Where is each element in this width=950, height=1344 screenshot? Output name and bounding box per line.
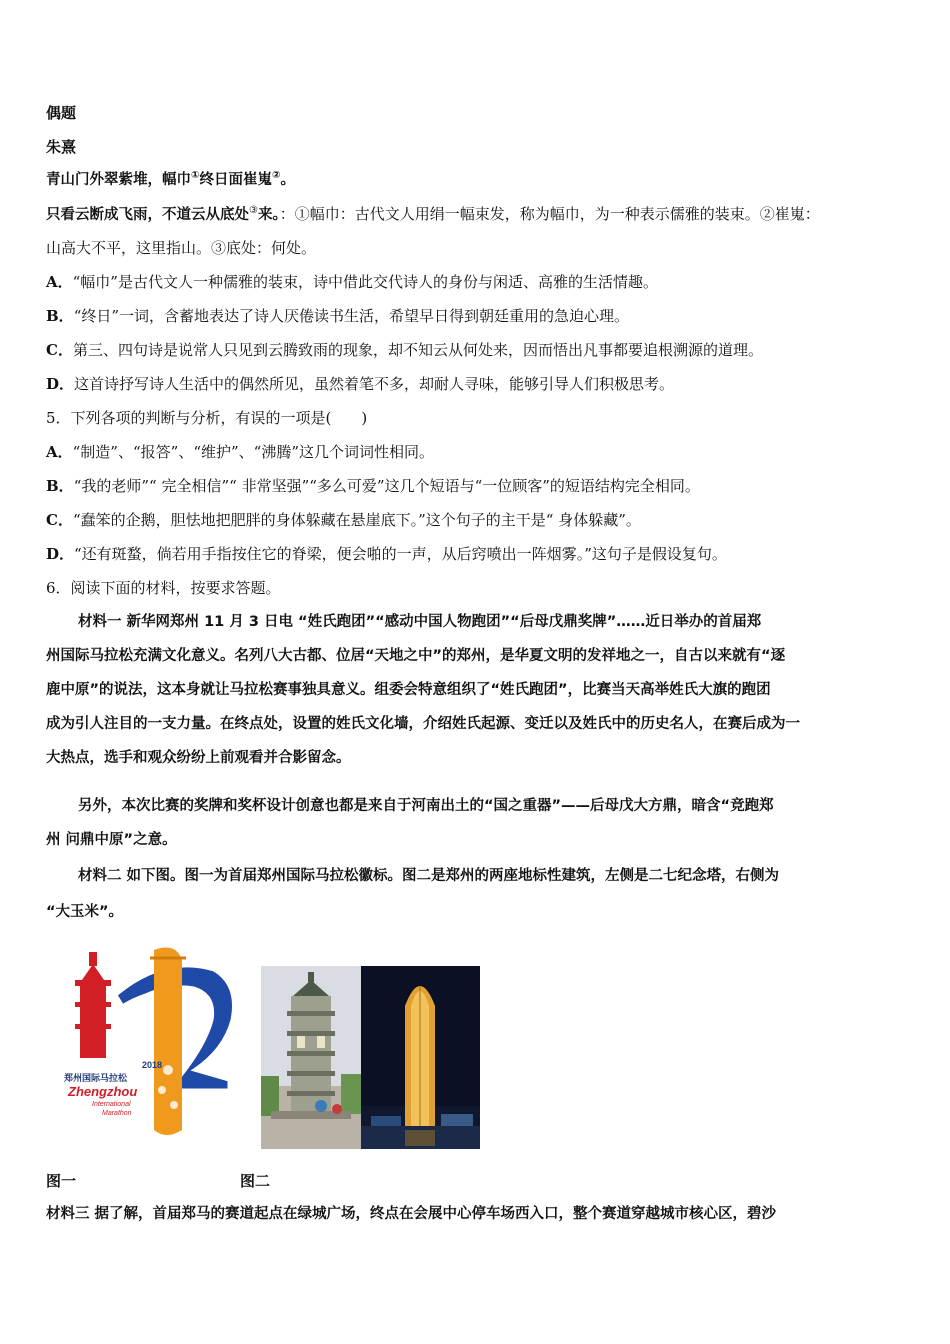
material-1b-line: 州 问鼎中原”之意。 — [46, 832, 177, 848]
q5-stem: 5．下列各项的判断与分析，有误的一项是( ) — [46, 409, 368, 427]
q5-option-a: A．“制造”、“报答”、“维护”、“沸腾”这几个词词性相同。 — [46, 443, 434, 461]
logo-english-line3: Marathon — [102, 1110, 132, 1117]
poem-title: 偶题 — [46, 104, 77, 122]
figure-2-caption: 图二 — [240, 1172, 271, 1190]
big-corn-tower-graphic — [361, 966, 480, 1149]
footnote-mark-1: ① — [191, 170, 200, 182]
erqi-tower-graphic — [261, 966, 361, 1149]
poem-notes: ：①幅巾：古代文人用绢一幅束发，称为幅巾，为一种表示儒雅的装束。②崔嵬： — [279, 205, 820, 223]
poem-line-2: 只看云断成飞雨，不道云从底处③来。：①幅巾：古代文人用绢一幅束发，称为幅巾，为一种表示儒雅的装束。②崔嵬： — [46, 205, 820, 223]
logo-chinese-name: 郑州国际马拉松 — [64, 1074, 128, 1084]
q6-stem: 6．阅读下面的材料，按要求答题。 — [46, 579, 281, 597]
figure-1-caption: 图一 — [46, 1172, 77, 1190]
zhengzhou-marathon-logo — [54, 940, 244, 1140]
erqi-tower-photo — [261, 966, 361, 1149]
material-2-line: “大玉米”。 — [46, 904, 124, 920]
material-1-line: 鹿中原”的说法，这本身就让马拉松赛事独具意义。组委会特意组织了“姓氏跑团”，比赛当天高举姓氏大旗的跑团 — [46, 682, 771, 698]
q4-option-d: D．这首诗抒写诗人生活中的偶然所见，虽然着笔不多，却耐人寻味，能够引导人们积极思考。 — [46, 375, 675, 393]
material-1-line: 大热点，选手和观众纷纷上前观看并合影留念。 — [46, 750, 351, 766]
material-2-line: 材料二 如下图。图一为首届郑州国际马拉松徽标。图二是郑州的两座地标性建筑，左侧是二七纪念塔，右侧为 — [78, 868, 780, 884]
footnote-mark-2: ② — [271, 170, 281, 182]
material-1-line: 州国际马拉松充满文化意义。名列八大古都、位居“天地之中”的郑州，是华夏文明的发祥地之一，自古以来就有“逐 — [46, 648, 786, 664]
logo-english-name: Zhengzhou — [68, 1084, 138, 1099]
q5-option-b: B．“我的老师”“ 完全相信”“ 非常坚强”“多么可爱”这几个短语与“一位顾客”的短语结构完全相同。 — [46, 477, 700, 495]
material-1-line: 成为引人注目的一支力量。在终点处，设置的姓氏文化墙，介绍姓氏起源、变迁以及姓氏中的历史名人，在赛后成为一 — [46, 716, 800, 732]
q4-option-c: C．第三、四句诗是说常人只见到云腾致雨的现象，却不知云从何处来，因而悟出凡事都要追根溯源的道理。 — [46, 341, 763, 359]
material-1-line: 材料一 新华网郑州 11 月 3 日电 “姓氏跑团”“感动中国人物跑团”“后母戊鼎奖牌”……近日举办的首届郑 — [78, 614, 762, 630]
material-3-line: 材料三 据了解，首届郑马的赛道起点在绿城广场，终点在会展中心停车场西入口，整个赛道穿越城市核心区，碧沙 — [46, 1206, 777, 1222]
poem-author: 朱熹 — [46, 138, 77, 156]
logo-year: 2018 — [142, 1060, 163, 1070]
q5-option-d: D．“还有斑蝥，倘若用手指按住它的脊梁，便会啪的一声，从后窍喷出一阵烟雾。”这句子是假设复句。 — [46, 545, 727, 563]
material-1b-line: 另外，本次比赛的奖牌和奖杯设计创意也都是来自于河南出土的“国之重器”——后母戊大方鼎，暗含“竞跑郑 — [78, 798, 774, 814]
q5-option-c: C．“蠢笨的企鹅，胆怯地把肥胖的身体躲藏在悬崖底下。”这个句子的主干是“ 身体躲藏”。 — [46, 511, 641, 529]
poem-notes-cont: 山高大不平，这里指山。③底处：何处。 — [46, 239, 317, 257]
marathon-logo-graphic — [54, 940, 244, 1140]
q4-option-b: B．“终日”一词，含蓄地表达了诗人厌倦读书生活，希望早日得到朝廷重用的急迫心理。 — [46, 307, 630, 325]
big-corn-tower-photo — [361, 966, 480, 1149]
poem-line-1: 青山门外翠紫堆，幅巾①终日面崔嵬②。 — [46, 170, 295, 188]
footnote-mark-3: ③ — [249, 205, 258, 216]
q4-option-a: A．“幅巾”是古代文人一种儒雅的装束，诗中借此交代诗人的身份与闲适、高雅的生活情趣。 — [46, 273, 658, 291]
logo-english-line2: International — [92, 1101, 131, 1108]
